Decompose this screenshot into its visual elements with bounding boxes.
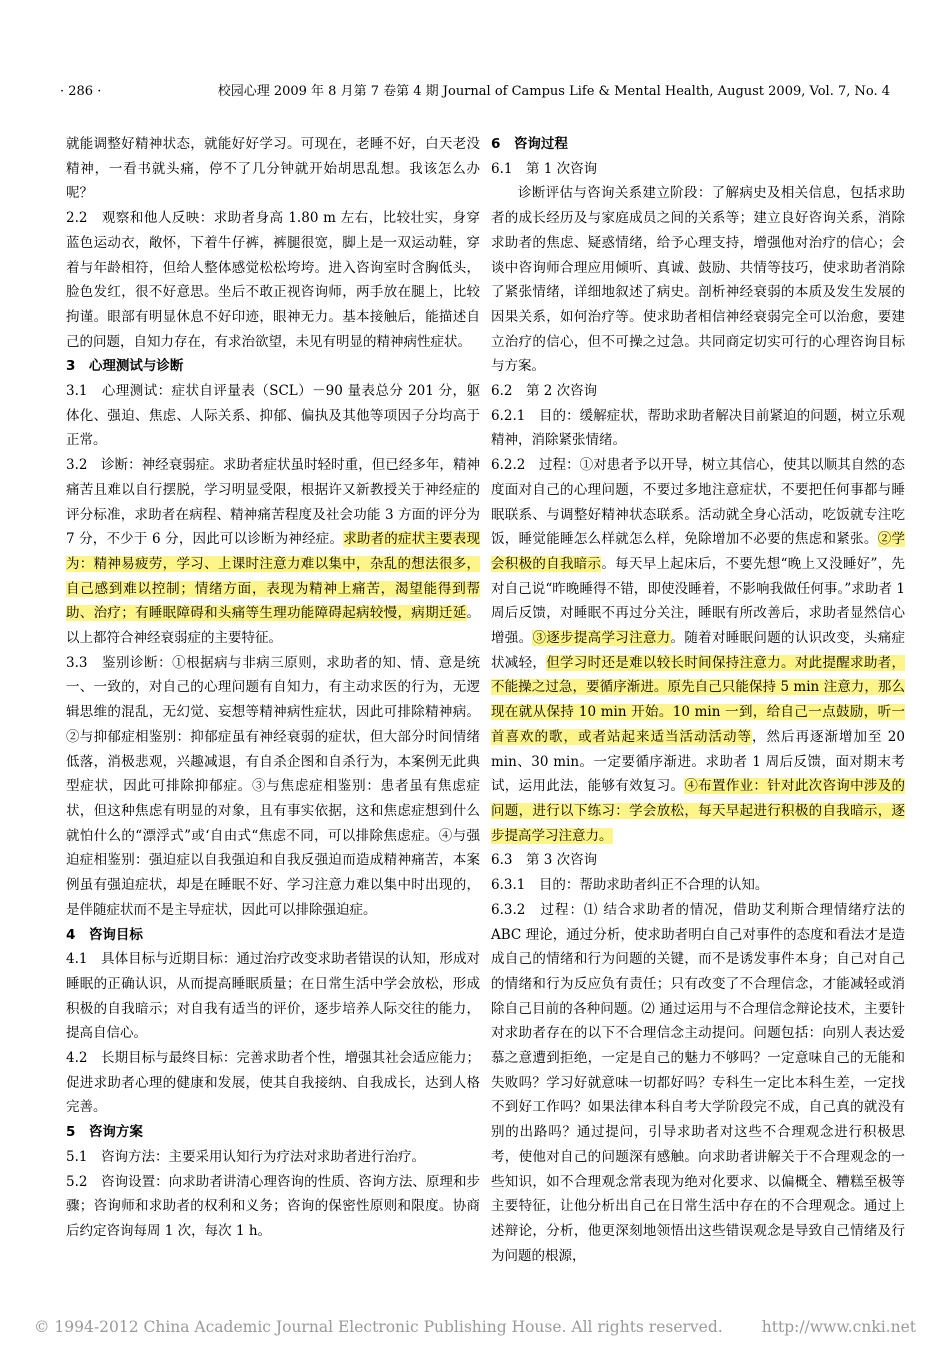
paragraph	[491, 453, 905, 848]
paragraph: 就能调整好精神状态，就能好好学习。可现在，老睡不好，白天老没精神，一看书就头痛，停不了几分钟就开始胡思乱想。我该怎么办呢？	[66, 136, 480, 202]
section-heading: 5 咨询方案	[66, 1124, 143, 1141]
paragraph: 3.3 鉴别诊断：①根据病与非病三原则，求助者的知、情、意是统一、一致的，对自己的心理问题有自知力，有主动求医的行为，无逻辑思维的混乱，无幻觉、妄想等精神病性症状，因此可排除精神病。②与抑郁症相鉴别：抑郁症虽有神经衰弱的症状，但大部分时间情绪低落，消极悲观，兴趣减退，有自杀企图和自杀行为，本案例无此典型症状，因此可排除抑郁症。③与焦虑症相鉴别：患者虽有焦虑症状，但这种焦虑有明显的对象，且有事实依据，这和焦虑症想到什么就怕什么的“漂浮式”或‘自由式“焦虑不同，可以排除焦虑症。④与强迫症相鉴别：强迫症以自我强迫和自我反强迫而造成精神痛苦，本案例虽有强迫症状，却是在睡眠不好、学习注意力难以集中时出现的，是伴随症状而不是主导症状，因此可以排除强迫症。	[66, 654, 480, 918]
paragraph: 诊断评估与咨询关系建立阶段：了解病史及相关信息，包括求助者的成长经历及与家庭成员之间的关系等；建立良好咨询关系，消除求助者的焦虑、疑惑情绪，给予心理支持，增强他对治疗的信心；会谈中咨询师合理应用倾听、真诚、鼓励、共情等技巧，使求助者消除了紧张情绪，详细地叙述了病史。剖析神经衰弱的本质及发生发展的因果关系，如何治疗等。使求助者相信神经衰弱完全可以治愈，要建立治疗的信心，但不可操之过急。共同商定切实可行的心理咨询目标与方案。	[491, 185, 905, 375]
text-run: ，然后再逐渐增加至 20 min、30 min。一定要循序渐进。求助者 1 周后反馈，面对期末考试，运用此法，能够有效复习。	[491, 728, 905, 795]
paragraph: 6.3.1 目的：帮助求助者纠正不合理的认知。	[491, 877, 769, 894]
text-run: 。随着对睡眠问题的认识改变，头痛症状减轻，	[491, 630, 906, 671]
section-heading: 4 咨询目标	[66, 926, 143, 943]
highlighted-text: ②学会积极的自我暗示	[491, 531, 906, 572]
subsection-heading: 6.2 第 2 次咨询	[491, 383, 598, 400]
page-header	[60, 80, 890, 102]
section-heading: 3 心理测试与诊断	[66, 358, 184, 375]
subsection-heading: 6.1 第 1 次咨询	[491, 160, 598, 177]
journal-citation: 校园心理 2009 年 8 月第 7 卷第 4 期 Journal of Campus Life & Mental Health, August 2009, Vol. 7, No. 4	[217, 84, 890, 99]
text-run: 6.2.2 过程：①对患者予以开导，树立其信心，使其以顺其自然的态度面对自己的心理问题，不要过多地注意症状，不要把任何事都与睡眠联系、与调整好精神状态联系。活动就全身心活动，吃饭就专注吃饭，睡觉能睡怎么样就怎么样，免除增加不必要的焦虑和紧张。	[491, 457, 905, 548]
footer-url: http://www.cnki.net	[761, 1318, 916, 1336]
paragraph: 5.1 咨询方法：主要采用认知行为疗法对求助者进行治疗。	[66, 1148, 425, 1165]
subsection-heading: 6.3 第 3 次咨询	[491, 852, 598, 869]
paragraph: 4.1 具体目标与近期目标：通过治疗改变求助者错误的认知，形成对睡眠的正确认识，从而提高睡眠质量；在日常生活中学会放松，形成积极的自我暗示；对自我有适当的评价，逐步培养人际交往的能力，提高自信心。	[66, 951, 480, 1042]
paragraph: 6.3.2 过程：⑴ 结合求助者的情况，借助艾利斯合理情绪疗法的 ABC 理论，通过分析，使求助者明白自己对事件的态度和看法才是造成自己的情绪和行为问题的关键，而不是诱发事件本身；自己对自己的情绪和行为反应负有责任；只有改变了不合理信念，才能减轻或消除自己目前的各种问题。⑵ 通过运用与不合理信念辩论技术，主要针对求助者存在的以下不合理信念主动提问。问题包括：向别人表达爱慕之意遭到拒绝，一定是自己的魅力不够吗？一定意味自己的无能和失败吗？学习好就意味一切都好吗？专科生一定比本科生差，一定找不到好工作吗？如果法律本科自考大学阶段完不成，自己真的就没有别的出路吗？通过提问，引导求助者对这些不合理观念进行积极思考，使他对自己的问题深有感触。向求助者讲解关于不合理观念的一些知识，如不合理观念常表现为绝对化要求、以偏概全、糟糕至极等主要特征，让他分析出自己在日常生活中存在的不合理观念。通过上述辩论，分析，他更深刻地领悟出这些错误观念是导致自己情绪及行为问题的根源，	[491, 901, 905, 1264]
paragraph: 4.2 长期目标与最终目标：完善求助者个性，增强其社会适应能力；促进求助者心理的健康和发展，使其自我接纳、自我成长，达到人格完善。	[66, 1050, 480, 1116]
copyright-notice: © 1994-2012 China Academic Journal Electronic Publishing House. All rights reserved.	[34, 1318, 723, 1336]
highlighted-text: ③逐步提高学习注意力	[532, 630, 671, 647]
highlighted-text: ④布置作业：针对此次咨询中涉及的问题，进行以下练习：学会放松，每天早起进行积极的自我暗示，逐步提高学习注意力。	[491, 778, 906, 844]
highlighted-text: 求助者的症状主要表现为：精神易疲劳，学习、上课时注意力难以集中，杂乱的想法很多，自己感到难以控制；情绪方面，表现为精神上痛苦，渴望能得到帮助、治疗；有睡眠障碍和头痛等生理功能障碍起病较慢，病期迁延	[66, 531, 480, 622]
text-run: 。以上都符合神经衰弱症的主要特征。	[66, 605, 480, 647]
text-run: 3.2 诊断：神经衰弱症。求助者症状虽时轻时重，但已经多年，精神痛苦且难以自行摆脱，学习明显受限，根据许又新教授关于神经症的评分标准，求助者在病程、精神痛苦程度及社会功能 3 方面的评分为 7 分，不少于 6 分，因此可以诊断为神经症。	[66, 457, 480, 548]
paragraph: 5.2 咨询设置：向求助者讲清心理咨询的性质、咨询方法、原理和步骤；咨询师和求助者的权利和义务；咨询的保密性原则和限度。协商后约定咨询每周 1 次，每次 1 h。	[66, 1173, 480, 1239]
paragraph	[66, 453, 480, 651]
left-column	[66, 132, 480, 1244]
section-heading: 6 咨询过程	[491, 136, 568, 152]
highlighted-text: 但学习时还是难以较长时间保持注意力。对此提醒求助者，不能操之过急，要循序渐进。原先自己只能保持 5 min 注意力，那么现在就从保持 10 min 开始。10 min 一到，给自己一点鼓励，听一首喜欢的歌，或者站起来适当活动活动等	[491, 654, 906, 745]
text-run: 。每天早上起床后，不要先想“晚上又没睡好”，先对自己说“昨晚睡得不错，即使没睡着，不影响我做任何事。”求助者 1 周后反馈，对睡眠不再过分关注，睡眠有所改善后，求助者显然信心增强。	[491, 555, 906, 647]
paragraph: 6.2.1 目的：缓解症状，帮助求助者解决目前紧迫的问题，树立乐观精神，消除紧张情绪。	[491, 407, 905, 449]
page-number: · 286 ·	[60, 84, 102, 99]
right-column	[491, 132, 905, 1268]
paragraph: 2.2 观察和他人反映：求助者身高 1.80 m 左右，比较壮实，身穿蓝色运动衣，敞怀，下着牛仔裤，裤腿很宽，脚上是一双运动鞋，穿着与年龄相符，但给人整体感觉松松垮垮。进入咨询室时含胸低头，脸色发红，很不好意思。坐后不敢正视咨询师，两手放在腿上，比较拘谨。眼部有明显休息不好印迹，眼神无力。基本接触后，能描述自己的问题，自知力存在，有求治欲望，未见有明显的精神病性症状。	[66, 210, 480, 350]
paragraph: 3.1 心理测试：症状自评量表（SCL）－90 量表总分 201 分，躯体化、强迫、焦虑、人际关系、抑郁、偏执及其他等项因子分均高于正常。	[66, 383, 480, 449]
page-footer	[34, 1318, 916, 1336]
